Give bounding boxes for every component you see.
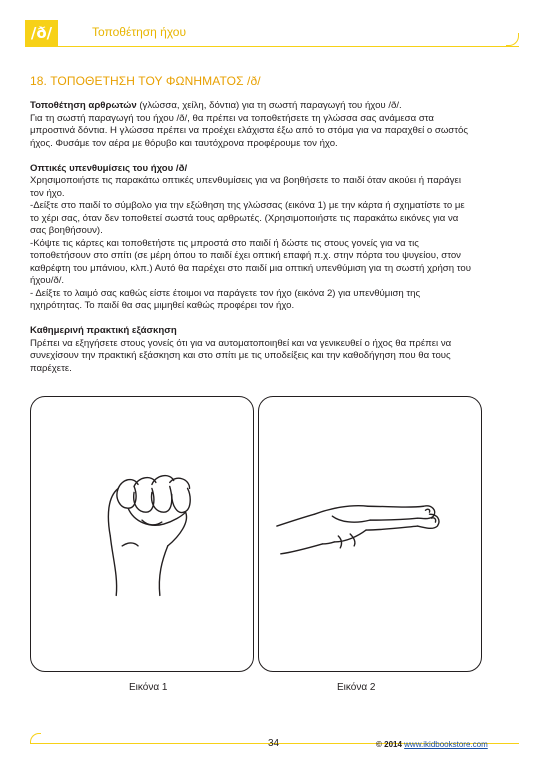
header-divider xyxy=(25,46,519,47)
placement-heading-rest: (γλώσσα, χείλη, δόντια) για τη σωστή παραγωγή του ήχου /ð/. xyxy=(136,100,402,111)
visual-line: Χρησιμοποιήστε τις παρακάτω οπτικές υπενθυμίσεις για να βοηθήσετε το παιδί όταν ακούει ή παράγει xyxy=(30,175,461,186)
visual-reminders-heading: Οπτικές υπενθυμίσεις του ήχου /ð/ xyxy=(30,162,188,174)
placement-heading: Τοποθέτηση αρθρωτών xyxy=(30,100,137,111)
visual-line: - Δείξτε το λαιμό σας καθώς είστε έτοιμοι να παράγετε τον ήχο (εικόνα 2) για υπενθύμιση της xyxy=(30,287,421,299)
section-title: 18. ΤΟΠΟΘΕΤΗΣΗ ΤΟΥ ΦΩΝΗΜΑΤΟΣ /ð/ xyxy=(30,74,261,88)
visual-line: καθρέφτη του μπάνιου, κλπ.) Αυτό θα παρέχει στο παιδί μια οπτική υπενθύμιση για τη σωστή χρήση του xyxy=(30,262,471,274)
visual-line: ηχηρότητας. Το παιδί θα σας μιμηθεί καθώς προφέρει τον ήχο. xyxy=(30,300,295,311)
fist-hand-icon xyxy=(31,397,253,671)
placement-line: Για τη σωστή παραγωγή του ήχου /ð/, θα πρέπει να τοποθετήσετε τη γλώσσα σας ανάμεσα στα xyxy=(30,112,434,124)
practice-line: Πρέπει να εξηγήσετε στους γονείς ότι για να αυτοματοποιηθεί και να γενικευθεί ο ήχος θα πρέπει να xyxy=(30,337,452,349)
header-title: Τοποθέτηση ήχου xyxy=(92,25,187,39)
visual-line: σας βοηθήσουν). xyxy=(30,225,103,236)
main-content xyxy=(30,74,516,375)
page-number: 34 xyxy=(268,738,280,749)
visual-line: τοποθετήσουν στο σπίτι (σε μέρη όπου το παιδί έχει οπτική επαφή π.χ. στην πόρτα του ψυγείου, στον xyxy=(30,250,461,261)
visual-line: τον ήχο. xyxy=(30,187,65,199)
placement-first-line xyxy=(30,100,516,113)
copyright xyxy=(376,740,488,749)
practice-line: συνεχίσουν την πρακτική εξάσκηση και στο σπίτι με τις υποδείξεις και την καθοδήγηση που θα τους xyxy=(30,350,451,361)
header-corner-decoration xyxy=(506,33,519,46)
caption-image-2: Εικόνα 2 xyxy=(337,682,376,693)
caption-image-1: Εικόνα 1 xyxy=(129,682,168,693)
image-card-1 xyxy=(30,396,254,672)
visual-line: -Κόψτε τις κάρτες και τοποθετήστε τις μπροστά στο παιδί ή δώστε τις στους γονείς για να τις xyxy=(30,237,419,249)
website-link[interactable]: www.ikidbookstore.com xyxy=(404,740,488,749)
visual-line: το χέρι σας, όταν δεν τοποθετεί σωστά τους αρθρωτές. (Χρησιμοποιήστε τις παρακάτω εικόνες για να xyxy=(30,212,459,224)
visual-line: -Δείξτε στο παιδί το σύμβολο για την εξώθηση της γλώσσας (εικόνα 1) με την κάρτα ή σχηματίστε το με xyxy=(30,200,465,211)
daily-practice-paragraph xyxy=(30,325,516,375)
visual-line: ήχου/ð/. xyxy=(30,275,65,286)
practice-line: παρέχετε. xyxy=(30,362,72,374)
visual-reminders-paragraph xyxy=(30,163,516,313)
two-finger-hand-icon xyxy=(259,397,481,671)
placement-line: ήχος. Φυσάμε τον αέρα με θόρυβο και ταυτόχρονα προφέρουμε τον ήχο. xyxy=(30,137,338,149)
sound-symbol-tab xyxy=(25,20,58,46)
placement-paragraph xyxy=(30,100,516,150)
sound-symbol: /ð/ xyxy=(30,24,53,42)
placement-line: μπροστινά δόντια. Η γλώσσα πρέπει να προέχει ελάχιστα έξω από το στόμα για να παραχθεί ο σωστός xyxy=(30,125,468,136)
daily-practice-heading: Καθημερινή πρακτική εξάσκηση xyxy=(30,325,177,336)
image-card-2 xyxy=(258,396,482,672)
copyright-text: © 2014 xyxy=(376,740,402,749)
